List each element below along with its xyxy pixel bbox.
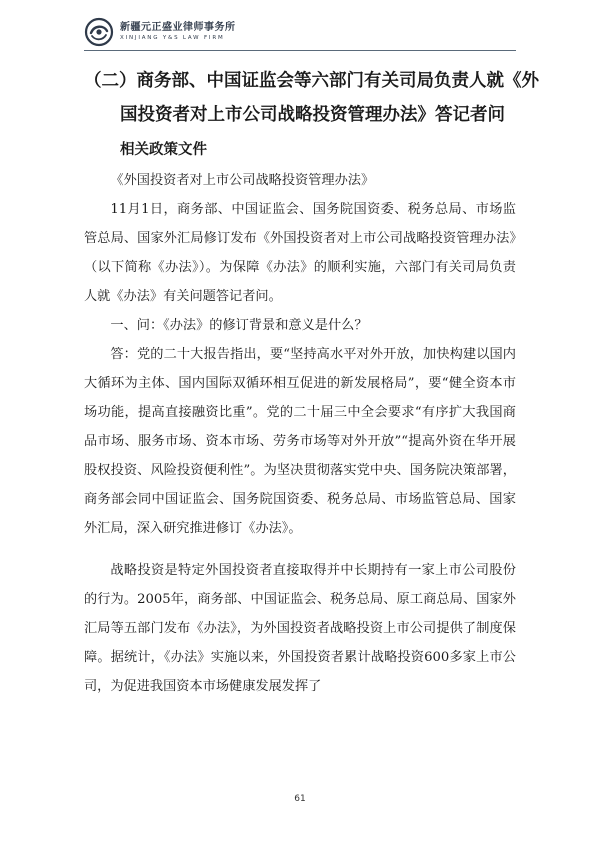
firm-name-english: XINJIANG Y&S LAW FIRM	[120, 34, 225, 41]
firm-name: 新疆元正盛业律师事务所	[120, 21, 236, 33]
paragraph-strategic-investment: 战略投资是特定外国投资者直接取得并中长期持有一家上市公司股份的行为。2005年，商务部、中国证监会、税务总局、原工商总局、国家外汇局等五部门发布《办法》，为外国投资者战略投资上市公司提供了制度保障。据统计，《办法》实施以来，外国投资者累计战略投资600多家上市公司，为促进我国资本市场健康发展发挥了	[84, 563, 516, 694]
article-title-line-2: 国投资者对上市公司战略投资管理办法》答记者问	[120, 105, 505, 125]
article-title-line-1: （二）商务部、中国证监会等六部门有关司局负责人就《外	[84, 71, 539, 91]
section-label: 相关政策文件	[120, 142, 207, 158]
page-number: 61	[294, 794, 306, 804]
article-body	[84, 166, 516, 701]
paragraph-intro: 11月1日，商务部、中国证监会、国务院国资委、税务总局、市场监管总局、国家外汇局修订发布《外国投资者对上市公司战略投资管理办法》（以下简称《办法》）。为保障《办法》的顺利实施，六部门有关司局负责人就《办法》有关问题答记者问。	[84, 202, 516, 304]
document-header	[84, 14, 324, 50]
paragraph-source: 《外国投资者对上市公司战略投资管理办法》	[110, 173, 375, 188]
firm-name-block	[120, 23, 236, 42]
paragraph-question-1: 一、问：《办法》的修订背景和意义是什么？	[110, 318, 368, 333]
firm-logo-icon	[84, 17, 114, 47]
header-divider	[84, 50, 516, 51]
paragraph-answer-1: 答：党的二十大报告指出，要“坚持高水平对外开放，加快构建以国内大循环为主体、国内国际双循环相互促进的新发展格局”，要“健全资本市场功能，提高直接融资比重”。党的二十届三中全会要求“有序扩大我国商品市场、服务市场、资本市场、劳务市场等对外开放”“提高外资在华开展股权投资、风险投资便利性”。为坚决贯彻落实党中央、国务院决策部署，商务部会同中国证监会、国务院国资委、税务总局、市场监管总局、国家外汇局，深入研究推进修订《办法》。	[84, 347, 516, 536]
article-title	[84, 64, 539, 132]
